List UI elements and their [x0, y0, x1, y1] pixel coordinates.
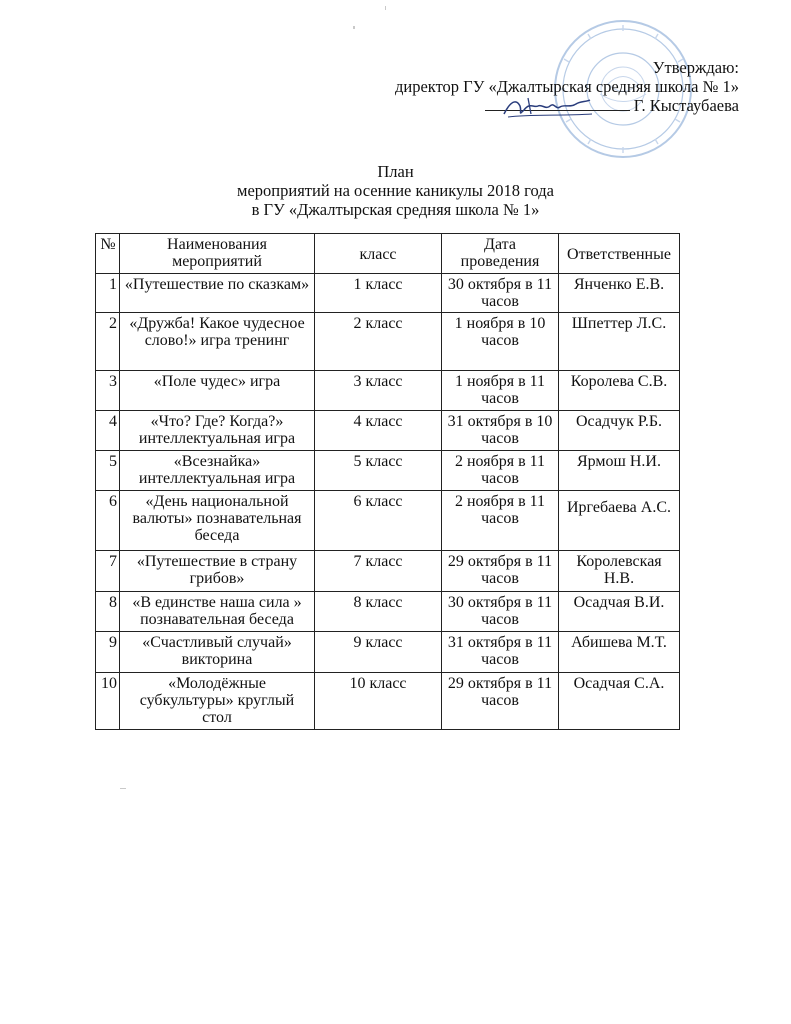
- table-header-row: [96, 234, 680, 274]
- event-responsible: Королевская Н.В.: [559, 551, 680, 592]
- event-responsible: Ярмош Н.И.: [559, 451, 680, 491]
- scan-mark: [385, 6, 386, 10]
- header-date: Дата проведения: [442, 234, 559, 274]
- event-class: 9 класс: [315, 632, 442, 673]
- event-responsible: Осадчук Р.Б.: [559, 411, 680, 451]
- event-class: 7 класс: [315, 551, 442, 592]
- table-row: [96, 313, 680, 371]
- table-row: [96, 673, 680, 730]
- handwritten-signature-icon: [500, 92, 595, 122]
- row-number: 5: [96, 451, 120, 491]
- event-class: 1 класс: [315, 274, 442, 313]
- row-number: 10: [96, 673, 120, 730]
- event-name: «Всезнайка» интеллектуальная игра: [120, 451, 315, 491]
- event-responsible: Осадчая В.И.: [559, 592, 680, 632]
- header-event-name: Наименования мероприятий: [120, 234, 315, 274]
- header-class: класс: [315, 234, 442, 274]
- event-name: «В единстве наша сила » познавательная беседа: [120, 592, 315, 632]
- table-row: [96, 451, 680, 491]
- event-responsible: Иргебаева А.С.: [559, 491, 680, 551]
- event-name: «Молодёжные субкультуры» круглый стол: [120, 673, 315, 730]
- header-responsible: Ответственные: [559, 234, 680, 274]
- row-number: 8: [96, 592, 120, 632]
- event-class: 4 класс: [315, 411, 442, 451]
- table-row: [96, 632, 680, 673]
- title-line-1: План: [377, 162, 414, 181]
- event-name: «Счастливый случай» викторина: [120, 632, 315, 673]
- event-date: 29 октября в 11 часов: [442, 551, 559, 592]
- event-name: «Путешествие в страну грибов»: [120, 551, 315, 592]
- scan-mark: [353, 26, 355, 29]
- row-number: 9: [96, 632, 120, 673]
- event-class: 3 класс: [315, 371, 442, 411]
- table-row: [96, 371, 680, 411]
- row-number: 1: [96, 274, 120, 313]
- event-date: 2 ноября в 11 часов: [442, 451, 559, 491]
- approval-position: директор ГУ «Джалтырская средняя школа № 1»: [394, 77, 739, 96]
- table-row: [96, 551, 680, 592]
- row-number: 3: [96, 371, 120, 411]
- scan-mark: [120, 788, 126, 789]
- approval-signatory: Г. Кыстаубаева: [633, 96, 739, 115]
- event-date: 2 ноября в 11 часов: [442, 491, 559, 551]
- event-name: «Поле чудес» игра: [120, 371, 315, 411]
- event-date: 1 ноября в 10 часов: [442, 313, 559, 371]
- table-row: [96, 274, 680, 313]
- table-row: [96, 592, 680, 632]
- table-row: [96, 491, 680, 551]
- event-name: «Путешествие по сказкам»: [120, 274, 315, 313]
- event-name: «День национальной валюты» познавательная беседа: [120, 491, 315, 551]
- event-class: 6 класс: [315, 491, 442, 551]
- event-responsible: Шпеттер Л.С.: [559, 313, 680, 371]
- event-class: 10 класс: [315, 673, 442, 730]
- event-date: 29 октября в 11 часов: [442, 673, 559, 730]
- event-class: 2 класс: [315, 313, 442, 371]
- event-date: 31 октября в 11 часов: [442, 632, 559, 673]
- event-date: 31 октября в 10 часов: [442, 411, 559, 451]
- header-number: №: [96, 234, 120, 274]
- approval-heading: Утверждаю:: [652, 58, 739, 77]
- row-number: 4: [96, 411, 120, 451]
- row-number: 6: [96, 491, 120, 551]
- event-responsible: Осадчая С.А.: [559, 673, 680, 730]
- event-class: 5 класс: [315, 451, 442, 491]
- document-title: [0, 162, 791, 219]
- event-date: 30 октября в 11 часов: [442, 592, 559, 632]
- title-line-2: мероприятий на осенние каникулы 2018 года: [237, 181, 554, 200]
- event-date: 1 ноября в 11 часов: [442, 371, 559, 411]
- event-name: «Дружба! Какое чудесное слово!» игра тренинг: [120, 313, 315, 371]
- event-responsible: Королева С.В.: [559, 371, 680, 411]
- event-responsible: Янченко Е.В.: [559, 274, 680, 313]
- event-class: 8 класс: [315, 592, 442, 632]
- title-line-3: в ГУ «Джалтырская средняя школа № 1»: [251, 200, 540, 219]
- event-name: «Что? Где? Когда?» интеллектуальная игра: [120, 411, 315, 451]
- events-table: [95, 233, 680, 730]
- event-date: 30 октября в 11 часов: [442, 274, 559, 313]
- row-number: 7: [96, 551, 120, 592]
- table-row: [96, 411, 680, 451]
- row-number: 2: [96, 313, 120, 371]
- event-responsible: Абишева М.Т.: [559, 632, 680, 673]
